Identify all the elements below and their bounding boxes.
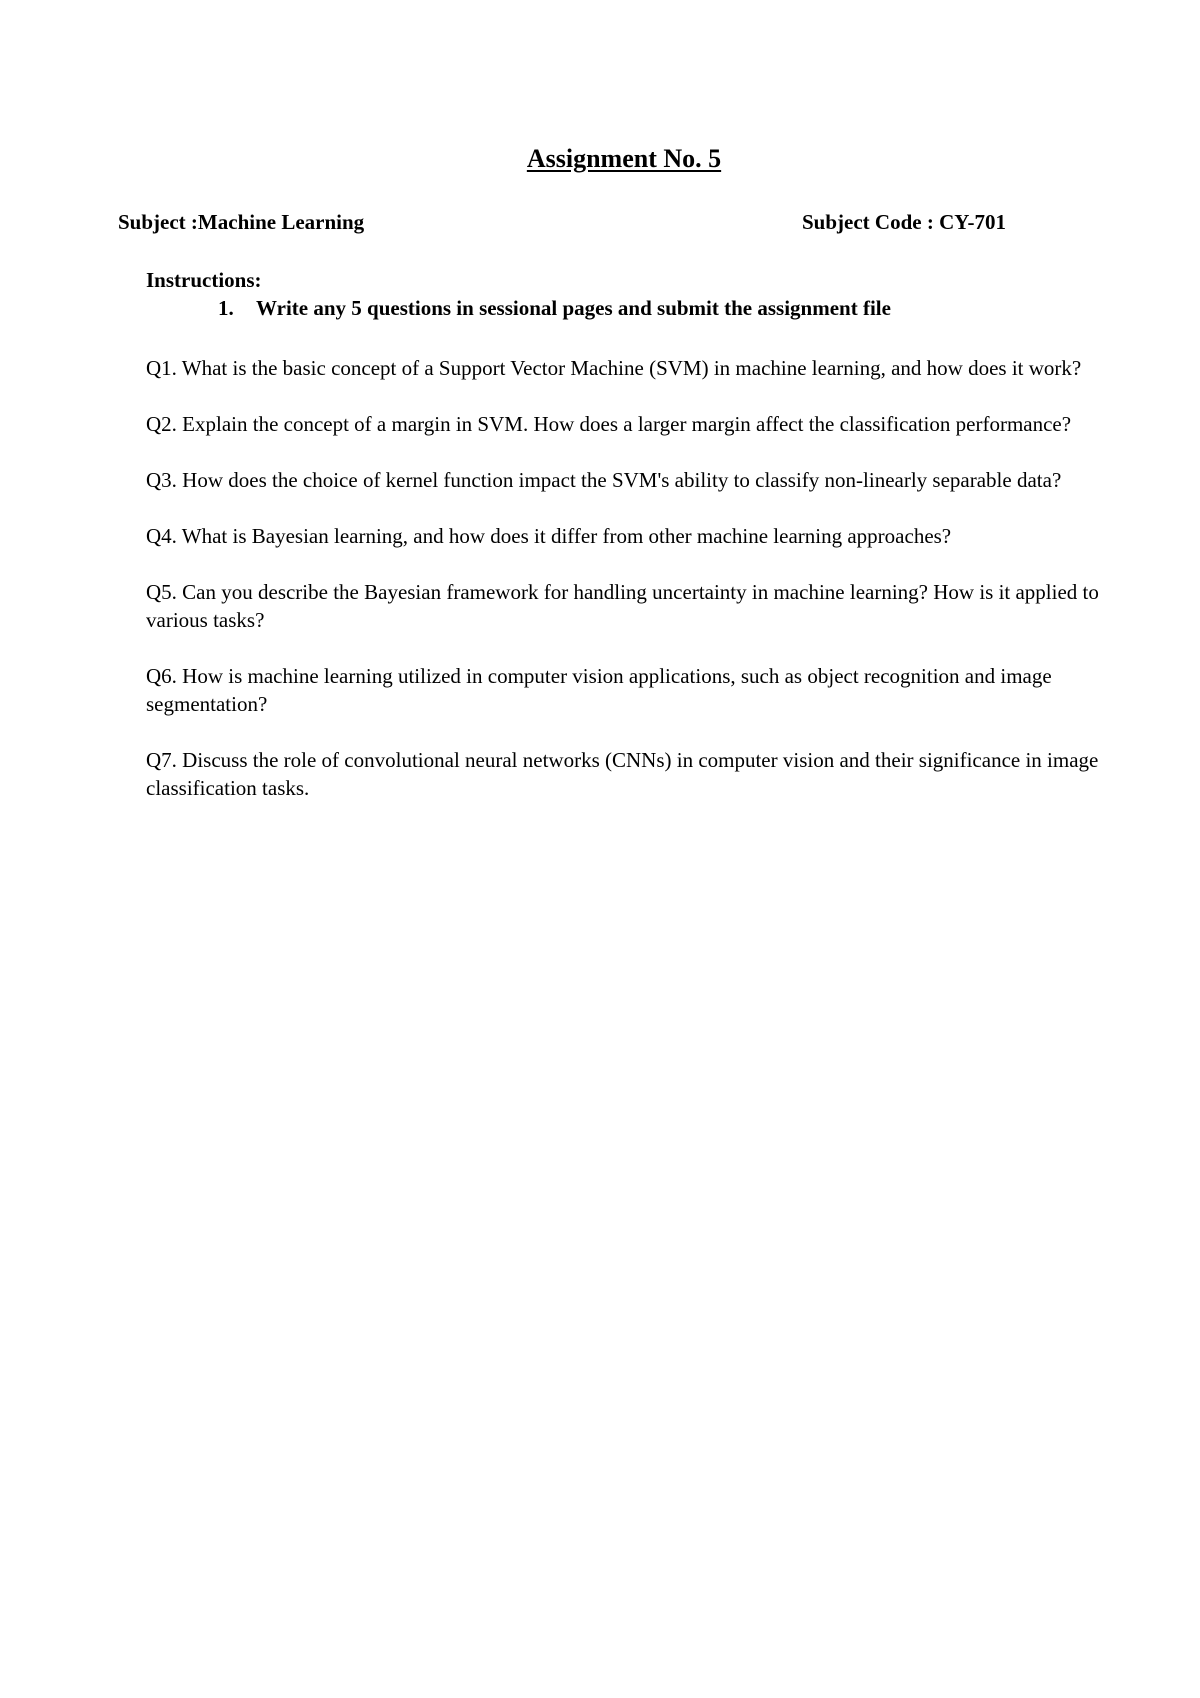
- instruction-number: 1.: [218, 296, 234, 320]
- subject-label: Subject :: [118, 210, 198, 234]
- subject-code-field: [802, 212, 1006, 233]
- instruction-item: [218, 298, 891, 319]
- question-item: Q1. What is the basic concept of a Support Vector Machine (SVM) in machine learning, and how does it work?: [146, 356, 1082, 380]
- question-item: Q2. Explain the concept of a margin in SVM. How does a larger margin affect the classification performance?: [146, 412, 1072, 436]
- subject-field: [118, 212, 364, 233]
- question-item: Q7. Discuss the role of convolutional neural networks (CNNs) in computer vision and their significance in image classification tasks.: [146, 748, 1099, 800]
- instruction-text: Write any 5 questions in sessional pages and submit the assignment file: [256, 296, 891, 320]
- question-item: Q5. Can you describe the Bayesian framework for handling uncertainty in machine learning? How is it applied to various tasks?: [146, 580, 1099, 632]
- question-item: Q6. How is machine learning utilized in computer vision applications, such as object recognition and image segmentation?: [146, 664, 1052, 716]
- subject-code-label: Subject Code :: [802, 210, 934, 234]
- question-item: Q3. How does the choice of kernel function impact the SVM's ability to classify non-linearly separable data?: [146, 468, 1062, 492]
- subject-code-value: CY-701: [939, 210, 1006, 234]
- subject-value: Machine Learning: [197, 210, 365, 234]
- question-item: Q4. What is Bayesian learning, and how does it differ from other machine learning approaches?: [146, 524, 952, 548]
- document-title: Assignment No. 5: [526, 144, 722, 173]
- instructions-heading: Instructions:: [146, 268, 262, 292]
- question-list: [146, 354, 1106, 830]
